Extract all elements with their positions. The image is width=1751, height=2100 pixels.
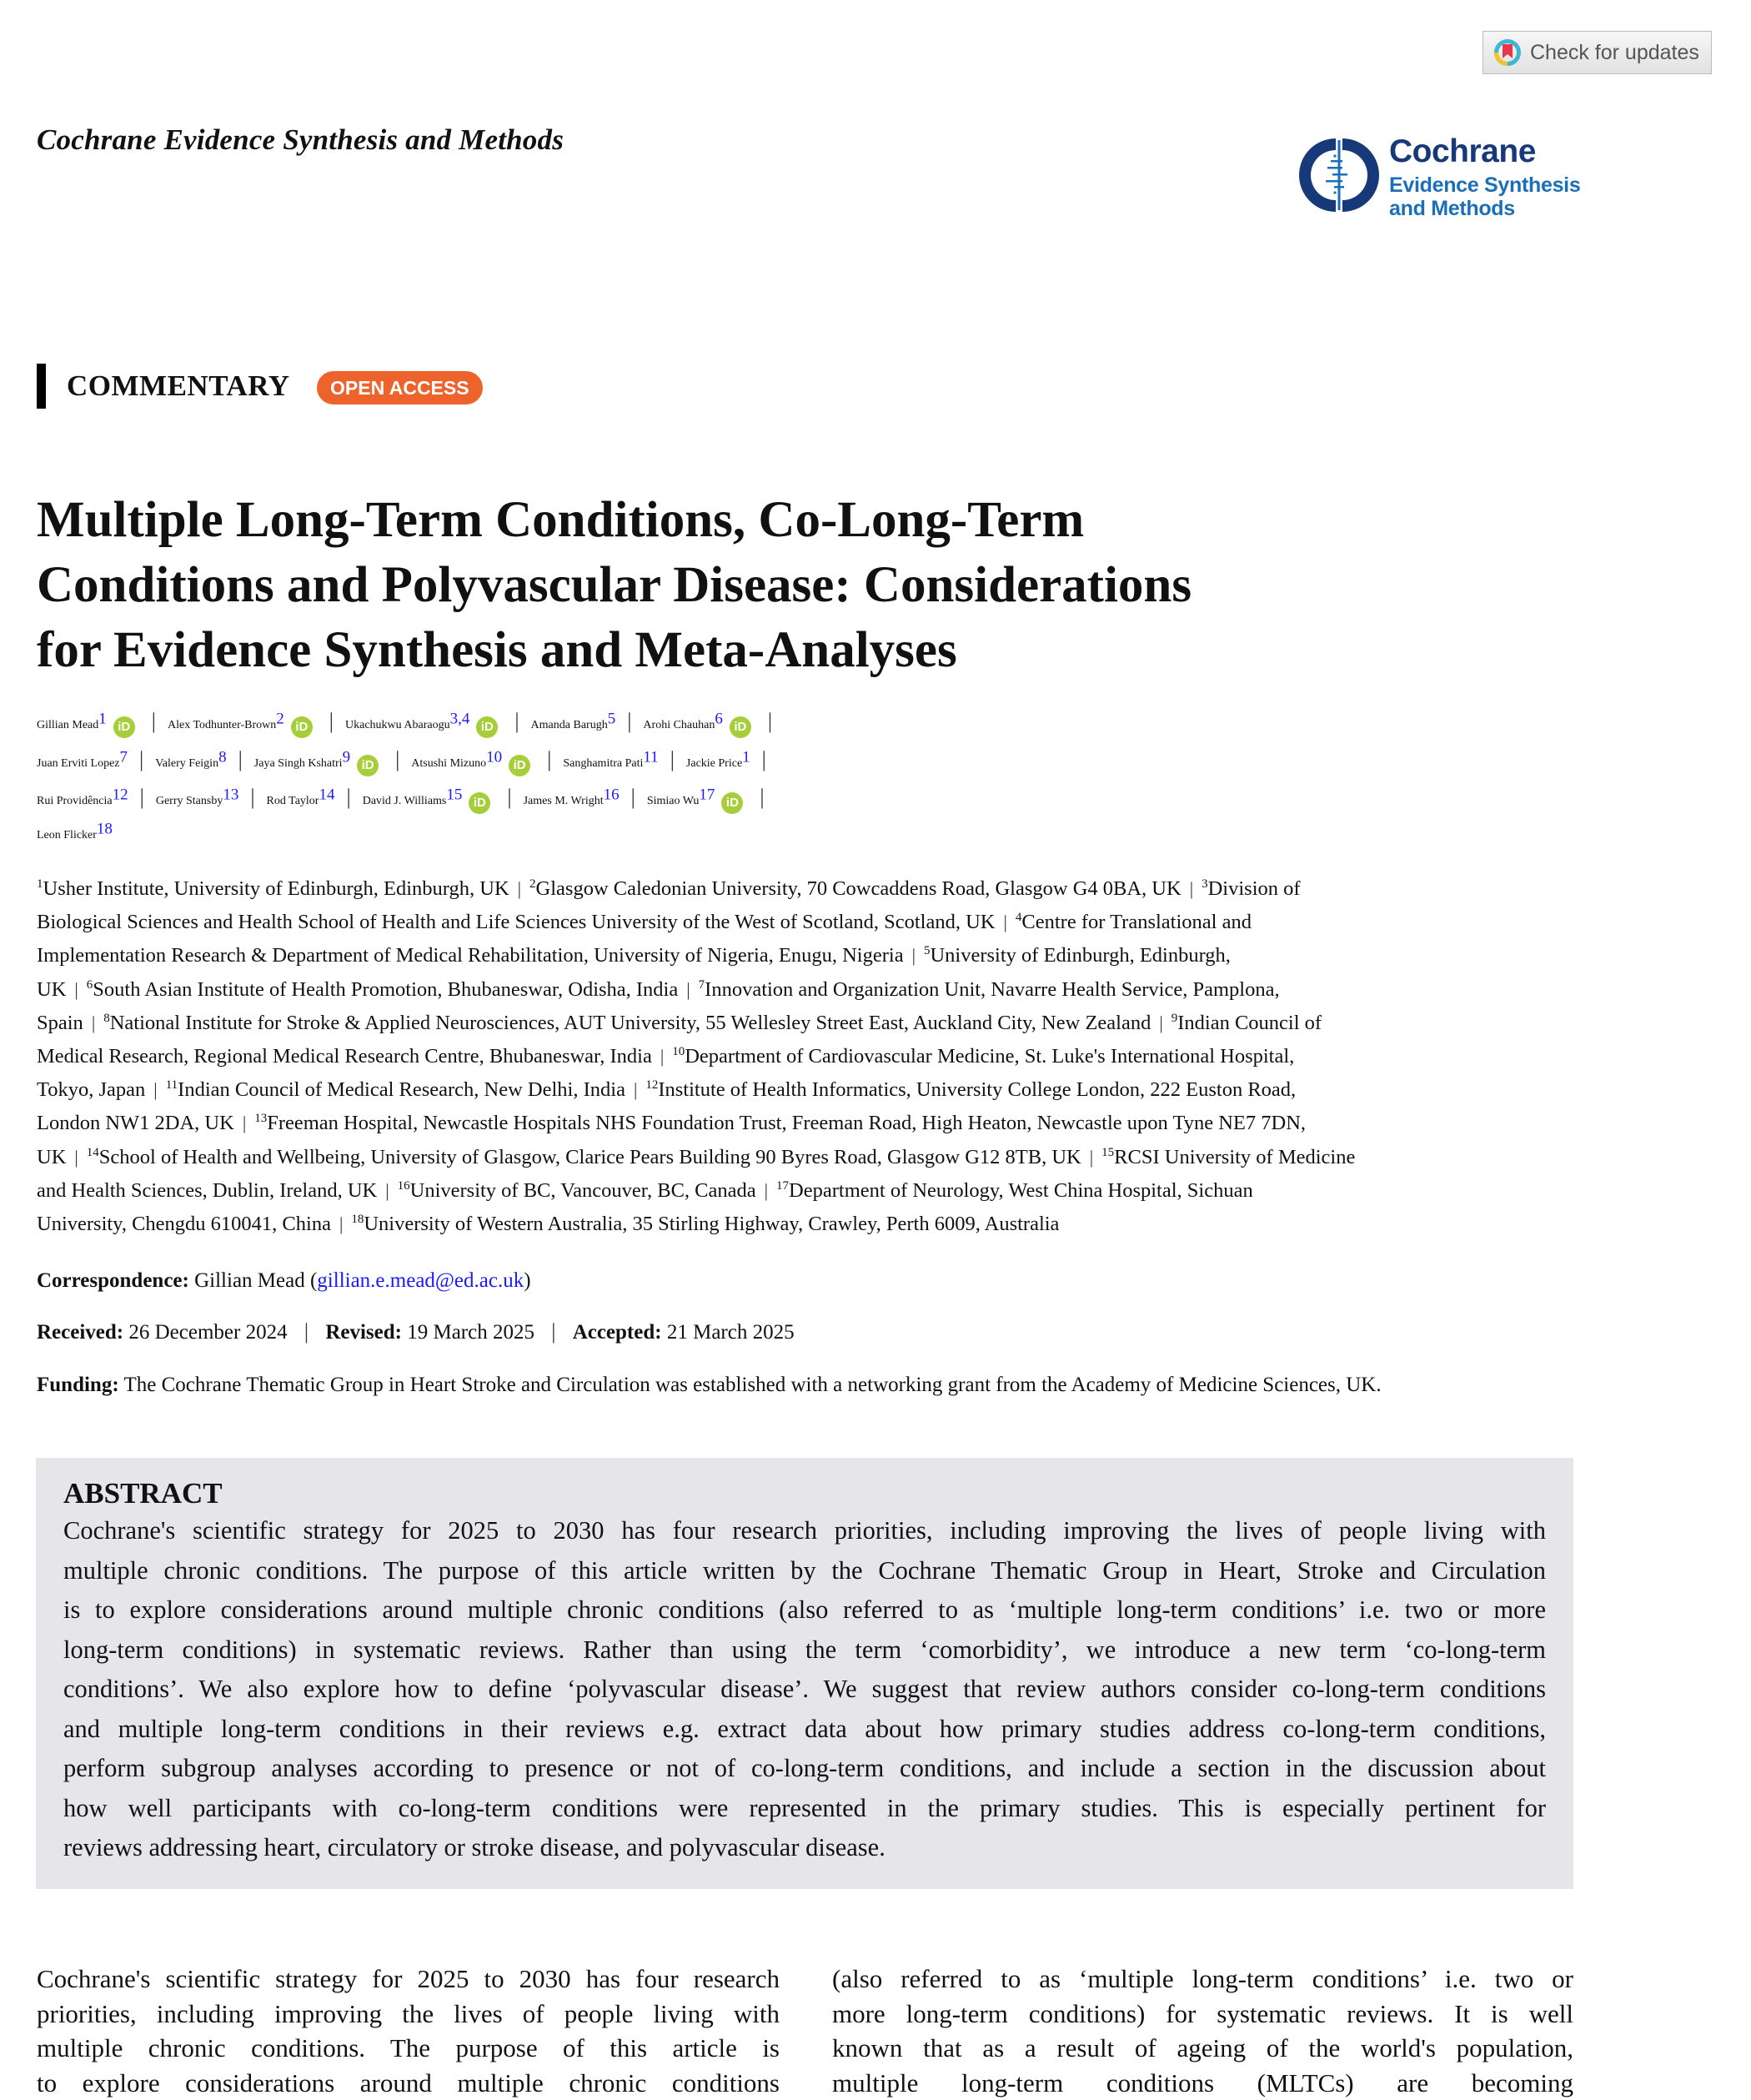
separator: | [627, 709, 631, 733]
section-marker-bar [37, 364, 46, 409]
separator: | [686, 979, 690, 1000]
affiliation-line [37, 1007, 1575, 1040]
affiliation-line [37, 1208, 1575, 1241]
author[interactable] [411, 757, 535, 770]
affiliation-line [37, 872, 1575, 906]
affiliation-number: 13 [254, 1112, 267, 1125]
separator: | [346, 785, 350, 809]
affiliation-ref: 5 [608, 710, 616, 727]
separator: | [92, 1012, 95, 1033]
affiliation-ref: 1 [98, 710, 107, 727]
affiliation-number: 2 [529, 877, 536, 891]
received-date: 26 December 2024 [128, 1321, 287, 1344]
revised-label: Revised: [325, 1321, 402, 1344]
affiliation-ref: 3,4 [450, 710, 470, 727]
author[interactable] [345, 719, 503, 731]
author-name: Gillian Mead [37, 719, 98, 731]
orcid-icon[interactable]: iD [721, 792, 743, 814]
separator: | [243, 1113, 246, 1133]
abstract-text [63, 1511, 1546, 1868]
author[interactable] [156, 795, 239, 807]
body-line: known that as a result of ageing of the world's population, [832, 2031, 1575, 2066]
orcid-icon[interactable]: iD [509, 755, 530, 776]
abstract-line: reviews addressing heart, circulatory or stroke disease, and polyvascular disease. [63, 1828, 1546, 1868]
separator: | [152, 709, 156, 733]
author[interactable] [37, 795, 128, 807]
author[interactable] [643, 719, 755, 731]
abstract-line: conditions’. We also explore how to define ‘polyvascular disease’. We suggest that review authors consider co-long-term conditions [63, 1670, 1546, 1710]
abstract-line: is to explore considerations around multiple chronic conditions (also referred to as ‘multiple long-term conditions’ i.e. two or more [63, 1590, 1546, 1630]
separator: | [631, 785, 635, 809]
affiliation-line [37, 973, 1575, 1007]
abstract-heading: ABSTRACT [63, 1476, 1546, 1511]
affiliation-number: 15 [1101, 1145, 1114, 1158]
separator: | [760, 785, 764, 809]
affiliation-text: Tokyo, Japan [37, 1078, 145, 1101]
affiliation-number: 7 [699, 977, 705, 991]
author[interactable] [37, 757, 128, 770]
affiliation-number: 18 [351, 1213, 364, 1226]
affiliation-text: Glasgow Caledonian University, 70 Cowcaddens Road, Glasgow G4 0BA, UK [536, 877, 1182, 900]
author-name: Atsushi Mizuno [411, 757, 486, 770]
title-line: Conditions and Polyvascular Disease: Considerations [37, 553, 1554, 618]
article-title [37, 488, 1554, 683]
check-for-updates-button[interactable] [1483, 31, 1712, 74]
logo-text-cochrane: Cochrane [1389, 133, 1536, 170]
author-name: Alex Todhunter-Brown [168, 719, 276, 731]
affiliation-text: Spain [37, 1012, 83, 1034]
separator: | [74, 979, 78, 1000]
author-name: David J. Williams [363, 795, 447, 807]
journal-name: Cochrane Evidence Synthesis and Methods [37, 123, 564, 157]
separator: | [153, 1079, 157, 1100]
affiliation-ref: 16 [604, 786, 620, 803]
affiliation-ref: 8 [218, 748, 227, 766]
funding-label: Funding: [37, 1374, 119, 1396]
author-name: Arohi Chauhan [643, 719, 715, 731]
affiliation-ref: 9 [343, 748, 351, 766]
affiliation-text: Indian Council of [1177, 1012, 1322, 1034]
affiliation-ref: 10 [486, 748, 502, 766]
funding-statement [37, 1370, 1573, 1400]
affiliation-ref: 17 [699, 786, 715, 803]
separator: | [395, 747, 399, 771]
logo-text-subtitle [1389, 173, 1580, 220]
affiliation-number: 8 [103, 1012, 110, 1025]
author[interactable] [37, 719, 140, 731]
body-line: multiple long-term conditions (MLTCs) are becoming [832, 2066, 1575, 2100]
affiliation-line [37, 1141, 1575, 1174]
separator: | [762, 747, 766, 771]
affiliation-text: Centre for Translational and [1021, 911, 1252, 933]
abstract-box [36, 1458, 1573, 1889]
affiliation-text: University, Chengdu 610041, China [37, 1213, 331, 1235]
author-line [37, 705, 1588, 743]
article-type: COMMENTARY [67, 369, 290, 403]
abstract-line: long-term conditions) in systematic reviews. Rather than using the term ‘comorbidity’, we introduce a new term ‘co-long-term [63, 1630, 1546, 1670]
separator: | [329, 709, 334, 733]
author-name: Juan Erviti Lopez [37, 757, 120, 770]
open-access-badge: OPEN ACCESS [317, 371, 483, 404]
author-name: Simiao Wu [647, 795, 700, 807]
author-name: Rod Taylor [267, 795, 319, 807]
orcid-icon[interactable]: iD [469, 792, 490, 814]
paren-close: ) [524, 1269, 530, 1292]
affiliation-number: 12 [645, 1078, 658, 1092]
author[interactable] [363, 795, 496, 807]
separator: | [238, 747, 243, 771]
affiliation-number: 10 [672, 1045, 685, 1058]
abstract-line: and multiple long-term conditions in their reviews e.g. extract data about how primary studies address co-long-term conditions, [63, 1710, 1546, 1750]
affiliation-text: Department of Cardiovascular Medicine, St. Luke's International Hospital, [685, 1045, 1294, 1068]
author-name: Rui Providência [37, 795, 113, 807]
affiliation-line [37, 1174, 1575, 1208]
revised-date: 19 March 2025 [407, 1321, 534, 1344]
author-name: Sanghamitra Pati [563, 757, 643, 770]
author-name: James M. Wright [524, 795, 604, 807]
separator: | [1159, 1012, 1162, 1033]
abstract-line: perform subgroup analyses according to presence or not of co-long-term conditions, and include a section in the discussion about [63, 1749, 1546, 1789]
orcid-icon[interactable]: iD [476, 716, 498, 738]
author-line [37, 819, 1588, 853]
crossmark-icon [1493, 38, 1522, 67]
abstract-line: how well participants with co-long-term conditions were represented in the primary studies. This is especially pertinent for [63, 1789, 1546, 1829]
title-line: for Evidence Synthesis and Meta-Analyses [37, 618, 1554, 683]
cochrane-logo-icon [1297, 133, 1381, 217]
affiliation-text: and Health Sciences, Dublin, Ireland, UK [37, 1179, 377, 1202]
orcid-icon[interactable]: iD [730, 716, 751, 738]
body-line: multiple chronic conditions. The purpose of this article is [37, 2031, 780, 2066]
affiliation-number: 1 [37, 877, 43, 891]
affiliation-number: 11 [166, 1078, 178, 1092]
affiliation-text: RCSI University of Medicine [1114, 1146, 1355, 1168]
author[interactable] [254, 757, 384, 770]
separator: | [551, 1319, 555, 1344]
author-name: Jaya Singh Kshatri [254, 757, 343, 770]
affiliation-number: 5 [924, 944, 931, 957]
affiliation-number: 16 [398, 1179, 410, 1193]
affiliation-number: 4 [1016, 911, 1022, 924]
separator: | [1090, 1147, 1093, 1168]
affiliation-ref: 13 [223, 786, 238, 803]
affiliation-text: Biological Sciences and Health School of Health and Life Sciences University of the West of Scotland, Scotland, UK [37, 911, 995, 933]
author-name: Leon Flicker [37, 829, 97, 842]
correspondence [37, 1269, 531, 1293]
body-line: Cochrane's scientific strategy for 2025 to 2030 has four research [37, 1962, 780, 1997]
affiliation-text: Indian Council of Medical Research, New Delhi, India [178, 1078, 625, 1101]
affiliation-text: London NW1 2DA, UK [37, 1112, 234, 1134]
affiliation-text: South Asian Institute of Health Promotion, Bhubaneswar, Odisha, India [93, 978, 678, 1001]
correspondence-email-link[interactable]: gillian.e.mead@ed.ac.uk [317, 1269, 524, 1292]
correspondence-label: Correspondence: [37, 1269, 189, 1292]
affiliation-text: UK [37, 978, 66, 1001]
affiliation-line [37, 1040, 1575, 1073]
separator: | [304, 1319, 309, 1344]
body-column-left [37, 1962, 780, 2100]
affiliation-number: 3 [1202, 877, 1208, 891]
orcid-icon[interactable]: iD [357, 755, 379, 776]
title-line: Multiple Long-Term Conditions, Co-Long-Term [37, 488, 1554, 553]
separator: | [514, 709, 519, 733]
affiliation-text: Medical Research, Regional Medical Research Centre, Bhubaneswar, India [37, 1045, 652, 1068]
author[interactable] [524, 795, 620, 807]
affiliation-ref: 2 [276, 710, 284, 727]
accepted-label: Accepted: [573, 1321, 662, 1344]
check-for-updates-label: Check for updates [1530, 41, 1699, 65]
affiliation-text: University of BC, Vancouver, BC, Canada [410, 1179, 756, 1202]
paren-open: ( [310, 1269, 317, 1292]
affiliation-line [37, 939, 1575, 972]
body-column-right [832, 1962, 1575, 2100]
affiliations [37, 872, 1575, 1241]
separator: | [547, 747, 551, 771]
affiliation-text: Institute of Health Informatics, University College London, 222 Euston Road, [658, 1078, 1296, 1101]
author-line [37, 781, 1588, 819]
affiliation-ref: 14 [319, 786, 334, 803]
orcid-icon[interactable]: iD [113, 716, 135, 738]
abstract-line: Cochrane's scientific strategy for 2025 to 2030 has four research priorities, including improving the lives of people living with [63, 1511, 1546, 1551]
author[interactable] [155, 757, 226, 770]
affiliation-line [37, 906, 1575, 939]
author[interactable] [531, 719, 616, 731]
affiliation-ref: 1 [742, 748, 750, 766]
abstract-line: multiple chronic conditions. The purpose of this article written by the Cochrane Thematic Group in Heart, Stroke and Circulation [63, 1551, 1546, 1591]
author-name: Ukachukwu Abaraogu [345, 719, 450, 731]
affiliation-text: University of Edinburgh, Edinburgh, [930, 944, 1230, 967]
body-line: priorities, including improving the lives of people living with [37, 1997, 780, 2032]
affiliation-number: 6 [87, 977, 93, 991]
affiliation-ref: 15 [446, 786, 462, 803]
correspondence-name: Gillian Mead [194, 1269, 305, 1292]
affiliation-text: Innovation and Organization Unit, Navarre Health Service, Pamplona, [705, 978, 1279, 1001]
body-line: to explore considerations around multiple chronic conditions [37, 2066, 780, 2100]
separator: | [385, 1180, 389, 1201]
author-name: Jackie Price [686, 757, 742, 770]
separator: | [1190, 878, 1193, 899]
funding-text: The Cochrane Thematic Group in Heart Stroke and Circulation was established with a networking grant from the Academy of Medicine Sciences, UK. [123, 1374, 1381, 1396]
affiliation-text: Freeman Hospital, Newcastle Hospitals NHS Foundation Trust, Freeman Road, High Heaton, Newcastle upon Tyne NE7 7DN, [267, 1112, 1306, 1134]
logo-text-line2: Evidence Synthesis [1389, 173, 1580, 197]
separator: | [518, 878, 521, 899]
author[interactable] [686, 757, 750, 770]
body-line: more long-term conditions) for systematic reviews. It is well [832, 1997, 1575, 2032]
affiliation-text: School of Health and Wellbeing, University of Glasgow, Clarice Pears Building 90 Byres Road, Glasgow G12 8TB, UK [99, 1146, 1081, 1168]
separator: | [250, 785, 254, 809]
separator: | [74, 1147, 78, 1168]
cochrane-logo [1297, 132, 1581, 224]
affiliation-number: 17 [776, 1179, 789, 1193]
separator: | [765, 1180, 768, 1201]
affiliation-text: UK [37, 1146, 66, 1168]
separator: | [507, 785, 511, 809]
affiliation-text: Department of Neurology, West China Hospital, Sichuan [789, 1179, 1253, 1202]
separator: | [912, 945, 916, 966]
separator: | [140, 785, 144, 809]
affiliation-text: National Institute for Stroke & Applied Neurosciences, AUT University, 55 Wellesley Street East, Auckland City, New Zealand [110, 1012, 1151, 1034]
affiliation-text: Division of [1208, 877, 1301, 900]
body-line: (also referred to as ‘multiple long-term conditions’ i.e. two or [832, 1962, 1575, 1997]
affiliation-line [37, 1107, 1575, 1140]
affiliation-text: Implementation Research & Department of Medical Rehabilitation, University of Nigeria, Enugu, Nigeria [37, 944, 904, 967]
separator: | [1003, 912, 1006, 932]
affiliation-ref: 12 [113, 786, 128, 803]
affiliation-ref: 18 [97, 820, 113, 837]
affiliation-text: Usher Institute, University of Edinburgh, Edinburgh, UK [43, 877, 509, 900]
separator: | [139, 747, 143, 771]
affiliation-text: University of Western Australia, 35 Stirling Highway, Crawley, Perth 6009, Australia [364, 1213, 1059, 1235]
separator: | [670, 747, 675, 771]
author[interactable] [168, 719, 318, 731]
orcid-icon[interactable]: iD [291, 716, 313, 738]
author[interactable] [37, 829, 113, 842]
received-label: Received: [37, 1321, 123, 1344]
author-name: Valery Feigin [155, 757, 218, 770]
accepted-date: 21 March 2025 [667, 1321, 795, 1344]
logo-text-line3: and Methods [1389, 197, 1580, 220]
affiliation-ref: 11 [643, 748, 658, 766]
affiliation-number: 14 [87, 1145, 99, 1158]
affiliation-line [37, 1073, 1575, 1107]
author[interactable] [563, 757, 658, 770]
author-name: Gerry Stansby [156, 795, 223, 807]
separator: | [660, 1046, 664, 1067]
affiliation-ref: 6 [715, 710, 723, 727]
author[interactable] [647, 795, 749, 807]
separator: | [634, 1079, 637, 1100]
author-list [37, 705, 1588, 852]
affiliation-ref: 7 [120, 748, 128, 766]
author-line [37, 743, 1588, 781]
author[interactable] [267, 795, 335, 807]
separator: | [768, 709, 772, 733]
separator: | [339, 1213, 343, 1234]
article-dates [37, 1319, 795, 1344]
affiliation-number: 9 [1172, 1012, 1178, 1025]
author-name: Amanda Barugh [531, 719, 608, 731]
